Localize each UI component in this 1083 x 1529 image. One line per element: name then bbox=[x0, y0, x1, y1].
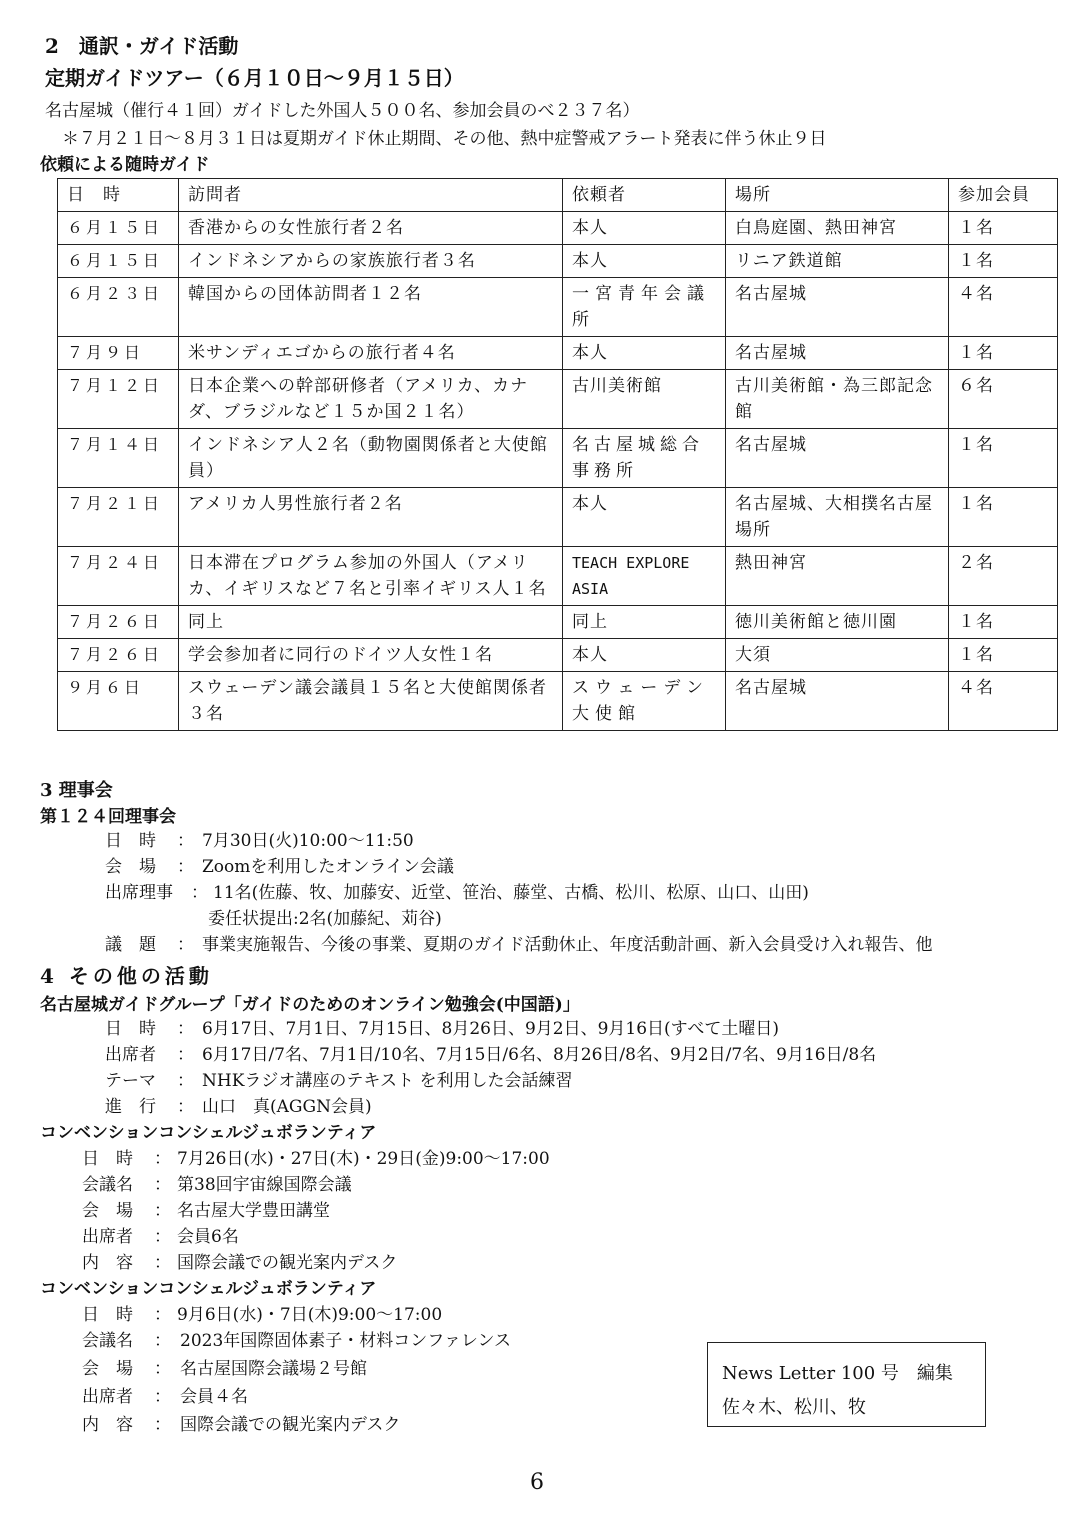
cell-date: ７月２６日 bbox=[58, 639, 179, 672]
table-row bbox=[58, 639, 1058, 672]
cell-place: 名古屋城、大相撲名古屋場所 bbox=[726, 488, 949, 547]
field-value: 2023年国際固体素子・材料コンファレンス bbox=[180, 1331, 511, 1351]
field-value: 7月26日(水)・27日(木)・29日(金)9:00～17:00 bbox=[177, 1149, 550, 1169]
field-label: テーマ bbox=[105, 1071, 156, 1091]
field-sep: ： bbox=[154, 1305, 171, 1325]
field-label: 会議名 bbox=[82, 1175, 133, 1195]
cell-place: 徳川美術館と徳川園 bbox=[726, 606, 949, 639]
cell-date: ７月２４日 bbox=[58, 547, 179, 606]
activity-group-title: コンベンションコンシェルジュボランティア bbox=[40, 1123, 377, 1143]
cell-date: ７月１４日 bbox=[58, 429, 179, 488]
table-row bbox=[58, 672, 1058, 731]
field-value: 会員４名 bbox=[180, 1387, 248, 1407]
field-sep: ： bbox=[177, 1019, 194, 1039]
table-row bbox=[58, 606, 1058, 639]
header-visitor: 訪問者 bbox=[179, 179, 563, 212]
section-3-heading: 3 理事会 bbox=[40, 780, 113, 801]
activity-group-title: 名古屋城ガイドグループ「ガイドのためのオンライン勉強会(中国語)」 bbox=[40, 995, 580, 1015]
cell-date: ６月２３日 bbox=[58, 278, 179, 337]
cell-visitor: スウェーデン議会議員１５名と大使館関係者３名 bbox=[179, 672, 563, 731]
cell-date: ７月２６日 bbox=[58, 606, 179, 639]
cell-place: 名古屋城 bbox=[726, 337, 949, 370]
field-value: 6月17日/7名、7月1日/10名、7月15日/6名、8月26日/8名、9月2日/7名、9月16日/8名 bbox=[202, 1045, 877, 1065]
field-sep: ： bbox=[177, 1097, 194, 1117]
field-sep: ： bbox=[154, 1253, 171, 1273]
cell-requester: 本人 bbox=[563, 337, 726, 370]
field-value: 6月17日、7月1日、7月15日、8月26日、9月2日、9月16日(すべて土曜日) bbox=[202, 1019, 779, 1039]
section-4-heading: 4 その他の活動 bbox=[40, 964, 213, 988]
cell-date: ６月１５日 bbox=[58, 245, 179, 278]
cell-members: ６名 bbox=[949, 370, 1058, 429]
field-sep: ： bbox=[177, 1071, 194, 1091]
field-value: 7月30日(火)10:00～11:50 bbox=[202, 831, 414, 851]
field-sep: ： bbox=[177, 1045, 194, 1065]
field-value: NHKラジオ講座のテキスト を利用した会話練習 bbox=[202, 1071, 573, 1091]
cell-members: １名 bbox=[949, 337, 1058, 370]
cell-members: １名 bbox=[949, 639, 1058, 672]
table-header-row bbox=[58, 179, 1058, 212]
field-value: 国際会議での観光案内デスク bbox=[180, 1415, 401, 1435]
cell-visitor: インドネシア人２名（動物園関係者と大使館員） bbox=[179, 429, 563, 488]
cell-place: 名古屋城 bbox=[726, 672, 949, 731]
cell-date: ７月２１日 bbox=[58, 488, 179, 547]
cell-visitor: 同上 bbox=[179, 606, 563, 639]
field-sep: ： bbox=[177, 935, 194, 955]
cell-visitor: インドネシアからの家族旅行者３名 bbox=[179, 245, 563, 278]
field-sep: ： bbox=[154, 1175, 171, 1195]
field-label: 出席者 bbox=[105, 1045, 156, 1065]
editor-credit-title: News Letter 100 号 編集 bbox=[722, 1363, 953, 1384]
board-meeting-title: 第１２４回理事会 bbox=[40, 807, 176, 827]
field-label: 日 時 bbox=[105, 1019, 156, 1039]
header-requester: 依頼者 bbox=[563, 179, 726, 212]
cell-requester: スウェーデン大使館 bbox=[563, 672, 726, 731]
cell-requester: 本人 bbox=[563, 212, 726, 245]
field-value: 事業実施報告、今後の事業、夏期のガイド活動休止、年度活動計画、新入会員受け入れ報告、他 bbox=[202, 935, 933, 955]
field-sep: ： bbox=[177, 831, 194, 851]
cell-place: 大須 bbox=[726, 639, 949, 672]
field-value: 委任状提出:2名(加藤紀、苅谷) bbox=[208, 909, 442, 929]
cell-requester: 同上 bbox=[563, 606, 726, 639]
cell-visitor: 米サンディエゴからの旅行者４名 bbox=[179, 337, 563, 370]
field-label: 会 場 bbox=[82, 1201, 133, 1221]
field-sep: ： bbox=[177, 857, 194, 877]
editor-credit-box bbox=[707, 1342, 986, 1427]
field-sep: ： bbox=[154, 1149, 171, 1169]
table-row bbox=[58, 547, 1058, 606]
activity-group-title: コンベンションコンシェルジュボランティア bbox=[40, 1279, 377, 1299]
cell-members: １名 bbox=[949, 429, 1058, 488]
field-sep: ： bbox=[154, 1359, 171, 1379]
cell-members: １名 bbox=[949, 606, 1058, 639]
cell-requester: 名古屋城総合事務所 bbox=[563, 429, 726, 488]
field-value: 11名(佐藤、牧、加藤安、近堂、笹治、藤堂、古橋、松川、松原、山口、山田) bbox=[213, 883, 809, 903]
field-value: 会員6名 bbox=[177, 1227, 239, 1247]
field-label: 日 時 bbox=[105, 831, 156, 851]
field-label: 会 場 bbox=[82, 1359, 133, 1379]
field-value: Zoomを利用したオンライン会議 bbox=[202, 857, 454, 877]
field-value: 国際会議での観光案内デスク bbox=[177, 1253, 398, 1273]
cell-members: ４名 bbox=[949, 672, 1058, 731]
header-place: 場所 bbox=[726, 179, 949, 212]
field-sep: ： bbox=[154, 1331, 171, 1351]
field-label: 会議名 bbox=[82, 1331, 133, 1351]
field-label: 会 場 bbox=[105, 857, 156, 877]
cell-date: ９月６日 bbox=[58, 672, 179, 731]
header-members: 参加会員 bbox=[949, 179, 1058, 212]
cell-place: 名古屋城 bbox=[726, 429, 949, 488]
field-value: 9月6日(水)・7日(木)9:00～17:00 bbox=[177, 1305, 443, 1325]
table-row bbox=[58, 370, 1058, 429]
field-label: 出席理事 bbox=[105, 883, 173, 903]
field-label: 議 題 bbox=[105, 935, 156, 955]
field-label: 出席者 bbox=[82, 1387, 133, 1407]
cell-visitor: 日本企業への幹部研修者（アメリカ、カナダ、ブラジルなど１５か国２１名） bbox=[179, 370, 563, 429]
cell-requester: 一宮青年会議所 bbox=[563, 278, 726, 337]
cell-date: ６月１５日 bbox=[58, 212, 179, 245]
cell-place: 名古屋城 bbox=[726, 278, 949, 337]
cell-members: ２名 bbox=[949, 547, 1058, 606]
cell-members: １名 bbox=[949, 212, 1058, 245]
table-row bbox=[58, 212, 1058, 245]
section-2-heading: 2 通訳・ガイド活動 bbox=[45, 34, 239, 58]
cell-date: ７月９日 bbox=[58, 337, 179, 370]
regular-tour-note: ＊７月２１日～８月３１日は夏期ガイド休止期間、その他、熱中症警戒アラート発表に伴う休止９日 bbox=[62, 129, 827, 149]
table-row bbox=[58, 245, 1058, 278]
field-sep: ： bbox=[154, 1227, 171, 1247]
cell-members: １名 bbox=[949, 488, 1058, 547]
cell-requester: 古川美術館 bbox=[563, 370, 726, 429]
field-value: 名古屋国際会議場２号館 bbox=[180, 1359, 367, 1379]
field-sep: ： bbox=[154, 1387, 171, 1407]
field-value: 山口 真(AGGN会員) bbox=[202, 1097, 372, 1117]
adhoc-guide-title: 依頼による随時ガイド bbox=[40, 155, 210, 175]
cell-place: 白鳥庭園、熱田神宮 bbox=[726, 212, 949, 245]
header-date: 日 時 bbox=[58, 179, 179, 212]
editor-credit-names: 佐々木、松川、牧 bbox=[722, 1397, 866, 1418]
cell-members: １名 bbox=[949, 245, 1058, 278]
cell-members: ４名 bbox=[949, 278, 1058, 337]
field-value: 名古屋大学豊田講堂 bbox=[177, 1201, 330, 1221]
cell-date: ７月１２日 bbox=[58, 370, 179, 429]
table-row bbox=[58, 337, 1058, 370]
regular-tour-title: 定期ガイドツアー（６月１０日～９月１５日） bbox=[45, 66, 464, 90]
cell-place: 熱田神宮 bbox=[726, 547, 949, 606]
field-value: 第38回宇宙線国際会議 bbox=[177, 1175, 352, 1195]
field-sep: ： bbox=[154, 1415, 171, 1435]
field-label: 出席者 bbox=[82, 1227, 133, 1247]
cell-place: リニア鉄道館 bbox=[726, 245, 949, 278]
cell-requester: 本人 bbox=[563, 245, 726, 278]
field-label: 内 容 bbox=[82, 1415, 133, 1435]
field-label: 進 行 bbox=[105, 1097, 156, 1117]
field-label: 内 容 bbox=[82, 1253, 133, 1273]
cell-visitor: 韓国からの団体訪問者１２名 bbox=[179, 278, 563, 337]
field-sep: ： bbox=[154, 1201, 171, 1221]
cell-requester: 本人 bbox=[563, 488, 726, 547]
cell-requester: 本人 bbox=[563, 639, 726, 672]
page-number: 6 bbox=[530, 1470, 544, 1495]
regular-tour-summary: 名古屋城（催行４１回）ガイドした外国人５００名、参加会員のべ２３７名） bbox=[45, 101, 640, 121]
cell-visitor: アメリカ人男性旅行者２名 bbox=[179, 488, 563, 547]
table-row bbox=[58, 429, 1058, 488]
table-row bbox=[58, 488, 1058, 547]
field-sep: ： bbox=[191, 883, 208, 903]
field-label: 日 時 bbox=[82, 1149, 133, 1169]
adhoc-guide-table bbox=[57, 178, 1058, 731]
cell-visitor: 学会参加者に同行のドイツ人女性１名 bbox=[179, 639, 563, 672]
cell-requester: TEACH EXPLORE ASIA bbox=[563, 547, 726, 606]
cell-visitor: 日本滞在プログラム参加の外国人（アメリカ、イギリスなど７名と引率イギリス人１名 bbox=[179, 547, 563, 606]
table-row bbox=[58, 278, 1058, 337]
cell-place: 古川美術館・為三郎記念館 bbox=[726, 370, 949, 429]
cell-visitor: 香港からの女性旅行者２名 bbox=[179, 212, 563, 245]
field-label: 日 時 bbox=[82, 1305, 133, 1325]
